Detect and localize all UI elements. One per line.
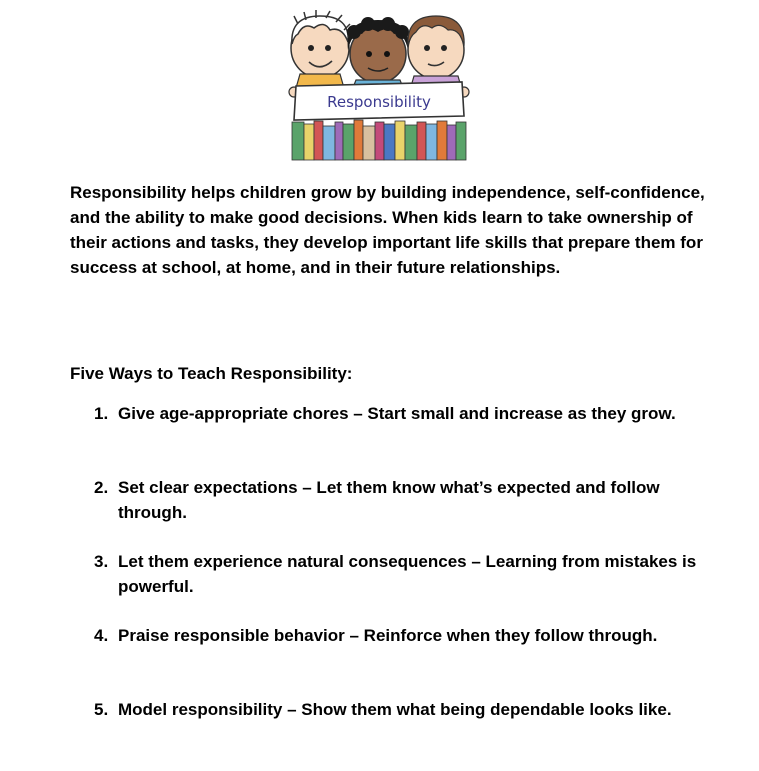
ways-list xyxy=(70,401,710,771)
list-item-4 xyxy=(70,623,710,697)
child-middle-figure xyxy=(347,17,409,90)
bookshelf-books xyxy=(292,120,466,160)
list-item-text: Model responsibility – Show them what being dependable looks like. xyxy=(118,700,672,719)
child-left-figure xyxy=(291,10,350,88)
list-number: 3. xyxy=(94,552,109,571)
list-number: 2. xyxy=(94,478,109,497)
sign-label: Responsibility xyxy=(327,93,431,111)
list-item-text: Praise responsible behavior – Reinforce when they follow through. xyxy=(118,626,658,645)
list-item-text: Let them experience natural consequences – Learning from mistakes is powerful. xyxy=(118,552,697,596)
list-number: 4. xyxy=(94,626,109,645)
intro-paragraph: Responsibility helps children grow by building independence, self-confidence, and the ability to make good decisions. When kids learn to take ownership of their actions and tasks, they develop important life skills that prepare them for success at school, at home, and in their future relationships. xyxy=(70,183,705,277)
list-number: 5. xyxy=(94,700,109,719)
list-item-2 xyxy=(70,475,710,549)
list-item-1 xyxy=(70,401,710,475)
child-right-figure xyxy=(408,16,464,90)
list-item-3 xyxy=(70,549,710,623)
list-item-text: Give age-appropriate chores – Start small and increase as they grow. xyxy=(118,404,676,423)
responsibility-kids-illustration xyxy=(284,10,474,162)
responsibility-sign xyxy=(294,82,464,120)
list-number: 1. xyxy=(94,404,109,423)
list-heading: Five Ways to Teach Responsibility: xyxy=(70,364,353,383)
list-item-text: Set clear expectations – Let them know what’s expected and follow through. xyxy=(118,478,660,522)
